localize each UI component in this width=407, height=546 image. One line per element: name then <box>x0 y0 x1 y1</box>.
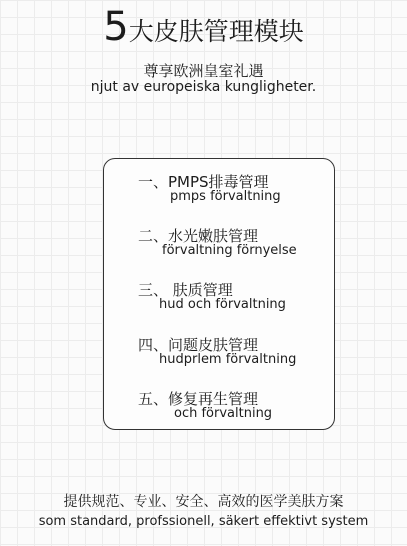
module-label-sv: förvaltning förnyelse <box>162 243 297 258</box>
module-label-zh: 三、 肤质管理 <box>138 281 233 299</box>
module-label-zh: 五、修复再生管理 <box>138 390 259 408</box>
module-label-sv: och förvaltning <box>174 406 273 421</box>
page-title <box>0 4 407 50</box>
footer-tagline-zh: 提供规范、专业、安全、高效的医学美肤方案 <box>63 494 344 510</box>
module-label-sv: pmps förvaltning <box>170 189 281 204</box>
module-label-zh: 四、问题皮肤管理 <box>138 336 259 354</box>
module-label-sv: hudprlem förvaltning <box>159 352 297 367</box>
module-label-sv: hud och förvaltning <box>159 297 286 312</box>
module-list-card <box>103 158 335 430</box>
module-label-zh: 二、水光嫩肤管理 <box>138 227 259 245</box>
title-number: 5 <box>103 4 129 50</box>
title-text: 大皮肤管理模块 <box>128 17 304 46</box>
module-label-zh: 一、PMPS排毒管理 <box>138 173 269 191</box>
subtitle-chinese: 尊享欧洲皇室礼遇 <box>143 62 264 80</box>
footer-tagline-sv: som standard, profssionell, säkert effektivt system <box>38 514 369 529</box>
subtitle-swedish: njut av europeiska kungligheter. <box>90 79 317 95</box>
